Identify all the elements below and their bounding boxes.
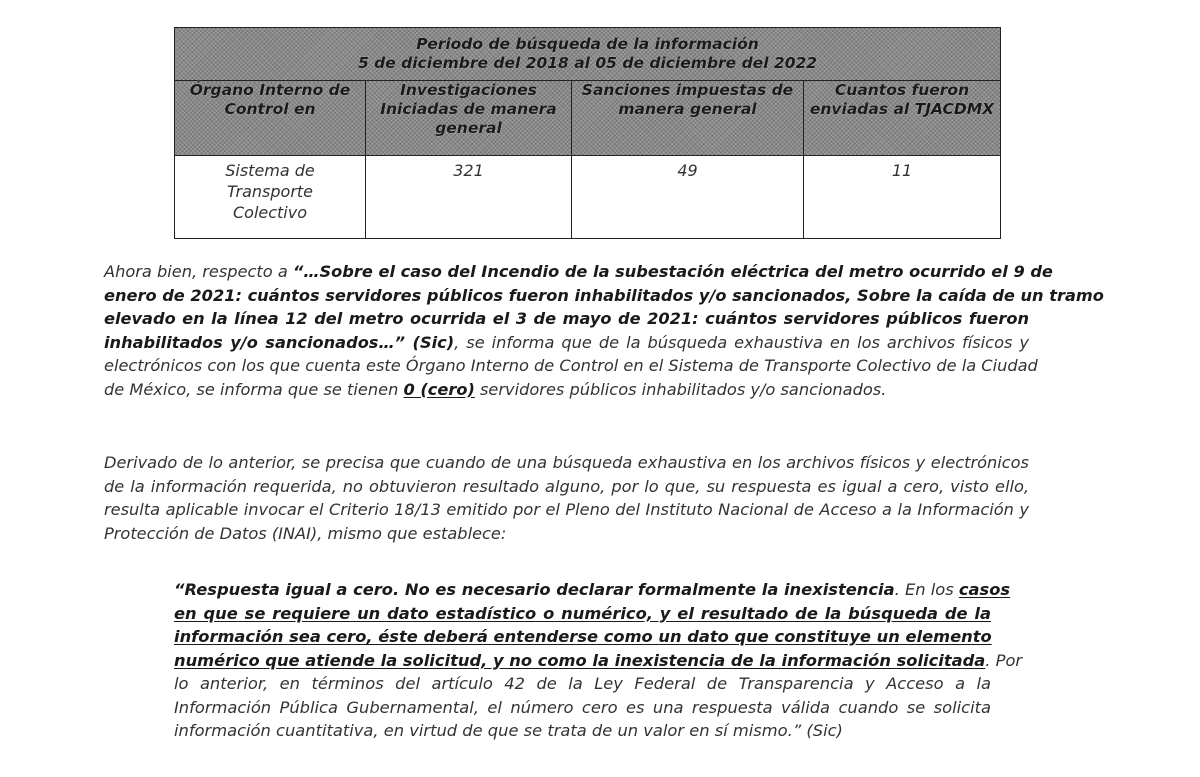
zero-count: 0 (cero)	[403, 379, 475, 399]
column-header-investigaciones: Investigaciones Iniciadas de manera general	[366, 81, 572, 156]
text: resulta aplicable invocar el Criterio 18/13 emitido por el Pleno del Instituto Nacional de Acceso a la Información y	[104, 500, 1029, 519]
text: Derivado de lo anterior, se precisa que cuando de una búsqueda exhaustiva en los archivos físicos y electrónicos	[104, 453, 1029, 472]
quote-underlined: en que se requiere un dato estadístico o numérico, y el resultado de la búsqueda de la	[174, 603, 991, 623]
text: de México, se informa que se tienen	[104, 379, 404, 399]
column-header-tjacdmx: Cuantos fueron enviadas al TJACDMX	[804, 81, 1001, 156]
quote-heading: “Respuesta igual a cero. No es necesario declarar formalmente la inexistencia	[174, 580, 895, 599]
table-title-line1: Periodo de búsqueda de la información	[416, 35, 759, 53]
column-header-organo: Órgano Interno de Control en	[175, 81, 366, 156]
quote-underlined: numérico que atiende la solicitud, y no como la inexistencia de la información solicitada	[174, 650, 986, 670]
text: Ahora bien, respecto a	[104, 262, 293, 281]
cell-organo: Sistema de Transporte Colectivo	[175, 156, 366, 239]
text: información cuantitativa, en virtud de que se trata de un valor en sí mismo.” (Sic)	[174, 721, 843, 740]
table-title-period: 5 de diciembre del 2018 al 05 de diciembre del 2022	[357, 54, 818, 72]
criterio-quote	[174, 578, 1023, 743]
column-header-sanciones: Sanciones impuestas de manera general	[572, 81, 804, 156]
text: . En los	[894, 580, 959, 599]
quoted-request: inhabilitados y/o sancionados…” (Sic)	[104, 332, 455, 352]
paragraph-response	[104, 260, 1104, 401]
search-period-table	[174, 27, 1001, 239]
paragraph-criterio	[104, 451, 1029, 545]
quote-underlined: casos	[958, 580, 1011, 599]
table-row	[175, 156, 1001, 239]
text: . Por	[985, 650, 1023, 670]
quoted-request: “…Sobre el caso del Incendio de la subestación eléctrica del metro ocurrido el 9 de	[292, 262, 1053, 281]
text: Protección de Datos (INAI), mismo que establece:	[104, 523, 507, 543]
quote-underlined: información sea cero, éste deberá entenderse como un dato que constituye un elemento	[174, 627, 992, 646]
text: servidores públicos inhabilitados y/o sancionados.	[474, 379, 887, 399]
quoted-request: elevado en la línea 12 del metro ocurrida el 3 de mayo de 2021: cuántos servidores públicos fueron	[104, 309, 1029, 328]
text: electrónicos con los que cuenta este Órgano Interno de Control en el Sistema de Transporte Colectivo de la Ciudad	[104, 356, 1038, 375]
table-title	[175, 28, 1001, 81]
cell-enviadas: 11	[804, 156, 1001, 239]
text: Información Pública Gubernamental, el número cero es una respuesta válida cuando se solicita	[174, 697, 991, 717]
cell-sanciones: 49	[572, 156, 804, 239]
cell-investigaciones: 321	[366, 156, 572, 239]
quoted-request: enero de 2021: cuántos servidores públicos fueron inhabilitados y/o sancionados, Sobre la caída de un tramo	[104, 285, 1104, 305]
text: de la información requerida, no obtuvieron resultado alguno, por lo que, su respuesta es igual a cero, visto ello,	[104, 476, 1029, 496]
text: , se informa que de la búsqueda exhaustiva en los archivos físicos y	[454, 332, 1029, 352]
text: lo anterior, en términos del artículo 42 de la Ley Federal de Transparencia y Acceso a la	[174, 674, 991, 693]
